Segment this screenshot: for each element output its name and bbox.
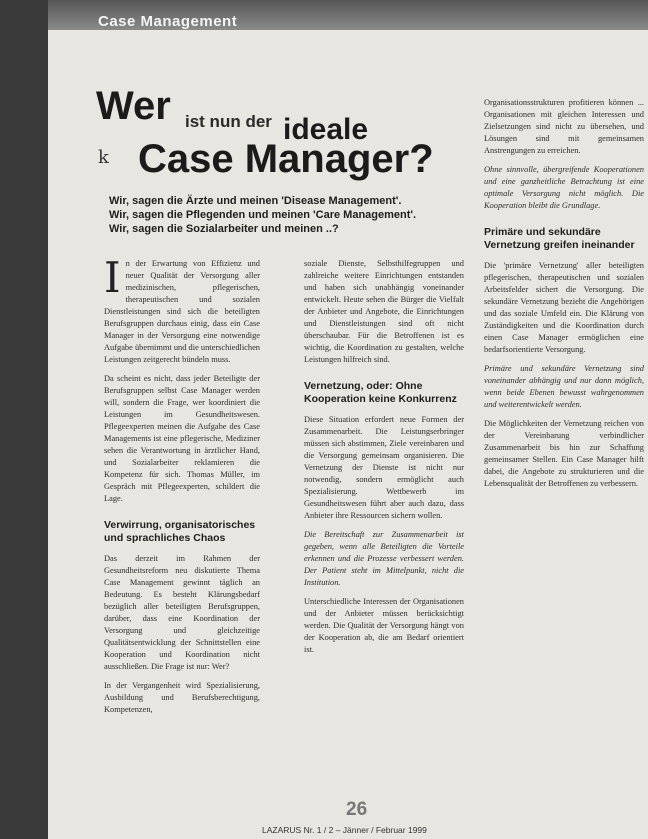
paragraph: Diese Situation erfordert neue Formen der Zusammenarbeit. Die Leistungserbringer müssen sich abstimmen, Ziele vereinbaren und die Versorgung gemeinsam organisieren. Die Vernetzung der Dienste ist nicht nur notwendig, sondern ermöglicht auch Spezialisierung. Wettbewerb im Gesundheitswesen führt aber auch dazu, dass Anbieter ihre Ressourcen sichern wollen.: [304, 415, 464, 520]
paragraph: Das derzeit im Rahmen der Gesundheitsreform neu diskutierte Thema Case Management gewinnt täglich an Bedeutung. Es besteht Klärungsbedarf bezüglich aller beteiligten Berufsgruppen, darüber, dass eine Koordination der Versorgung und gleichzeitige Qualitätsentwicklung der Schnittstellen eine Kooperation und Koordination nicht ausschließen. Die Frage ist nur: Wer?: [104, 554, 260, 671]
text-column-2: [304, 258, 464, 796]
drop-cap: I: [104, 258, 121, 302]
subheading: Verwirrung, organisatorisches und sprachliches Chaos: [104, 519, 256, 544]
headline-ist-nun-der: ist nun der: [185, 112, 272, 131]
paragraph: Unterschiedliche Interessen der Organisationen und der Anbieter müssen berücksichtigt werden. Die Qualität der Versorgung hängt von der Kooperation ab, die am Bedarf orientiert ist.: [304, 597, 464, 654]
text-column-3: [484, 97, 644, 797]
intro-line: Wir, sagen die Pflegenden und meinen 'Care Management'.: [109, 209, 417, 221]
intro-line: Wir, sagen die Sozialarbeiter und meinen ..?: [109, 223, 339, 235]
magazine-page: [48, 0, 648, 839]
journal-footer: LAZARUS Nr. 1 / 2 – Jänner / Februar 1999: [262, 825, 427, 835]
subheading: Primäre und sekundäre Vernetzung greifen ineinander: [484, 226, 635, 251]
paragraph: Die Möglichkeiten der Vernetzung reichen von der Vereinbarung verbindlicher Zusammenarbeit bis hin zur Schaffung gemeinsamer Stellen. Ein Case Manager hilft dabei, die Angebote zu strukturieren und die Lebensqualität der Betroffenen zu verbessern.: [484, 419, 644, 488]
subheading: Vernetzung, oder: Ohne Kooperation keine Konkurrenz: [304, 380, 457, 405]
intro-line: Wir, sagen die Ärzte und meinen 'Disease Management'.: [109, 195, 402, 207]
headline-case-manager: Case Manager?: [138, 137, 434, 181]
pull-quote: Primäre und sekundäre Vernetzung sind voneinander abhängig und nur dann möglich, wenn beide Ebenen bewusst wahrgenommen und weiterentwickelt werden.: [484, 364, 644, 409]
headline-wer: Wer: [96, 84, 171, 128]
paragraph: In der Vergangenheit wird Spezialisierung, Ausbildung und Berufsberechtigung, Kompetenzen,: [104, 681, 260, 714]
paragraph: Da scheint es nicht, dass jeder Beteiligte der Berufsgruppen selbst Case Manager werden will, sondern die Frage, wer koordiniert die Leistungen im Gesundheitswesen. Pflegeexperten meinen die Aufgabe des Case Managements ist eine pflegerische, Mediziner sehen die Verantwortung in ärztlicher Hand, und Sozialarbeiter reklamieren die Kompetenz für sich. Thomas Müller, im Gespräch mit Pflegeexperten, schildert die Lage.: [104, 374, 260, 503]
paragraph: soziale Dienste, Selbsthilfegruppen und zahlreiche weitere Einrichtungen entstanden und haben sich unabhängig voneinander entwickelt. Heute sehen die Bürger die Vielfalt der Anbieter und Angebote, die Einrichtungen und Dienstleistungen sind oft nicht überschaubar. Für die Betroffenen ist es wichtig, die Koordination zu gestalten, welche Leistungen hilfreich sind.: [304, 259, 464, 364]
text-column-1: [104, 258, 260, 796]
section-header-bar: [48, 0, 648, 30]
headline-mark: k: [98, 147, 109, 168]
paragraph: Organisationsstrukturen profitieren können ... Organisationen mit gleichen Interessen und Zielsetzungen sind nicht zu übersehen, und Lösungen sind mit gemeinsamen Anstrengungen zu erreichen.: [484, 98, 644, 155]
paragraph: Die 'primäre Vernetzung' aller beteiligten pflegerischen, therapeutischen und sozialen Arbeitsfelder sichert die Versorgung. Die sekundäre Vernetzung bezieht die Angehörigen und das soziale Umfeld ein. Die Klärung von Zuständigkeiten und die Koordination durch einen Case Manager ermöglichen eine bedarfsorientierte Versorgung.: [484, 261, 644, 354]
pull-quote: Ohne sinnvolle, übergreifende Kooperationen und eine ganzheitliche Betrachtung ist eine optimale Versorgung nicht möglich. Die Kooperation bleibt die Grundlage.: [484, 165, 644, 210]
paragraph: Die Bereitschaft zur Zusammenarbeit ist gegeben, wenn alle Beteiligten die Vorteile erkennen und die Prozesse verbessert werden. Der Patient steht im Mittelpunkt, nicht die Institution.: [304, 530, 464, 587]
paragraph: n der Erwartung von Effizienz und neuer Qualität der Versorgung aller medizinischen, pflegerischen, therapeutischen und sozialen Dienstleistungen sind sich die beteiligten Berufsgruppen durchaus einig, dass ein Case Manager in der Versorgung eine notwendige Aufgabe übernimmt und die unterschiedlichen Leistungen zeitgerecht bündeln muss.: [104, 259, 260, 364]
headline-ideale: ideale: [283, 113, 369, 146]
intro-lead: [109, 194, 464, 236]
page-number: 26: [346, 799, 368, 820]
section-title: Case Management: [98, 13, 238, 30]
